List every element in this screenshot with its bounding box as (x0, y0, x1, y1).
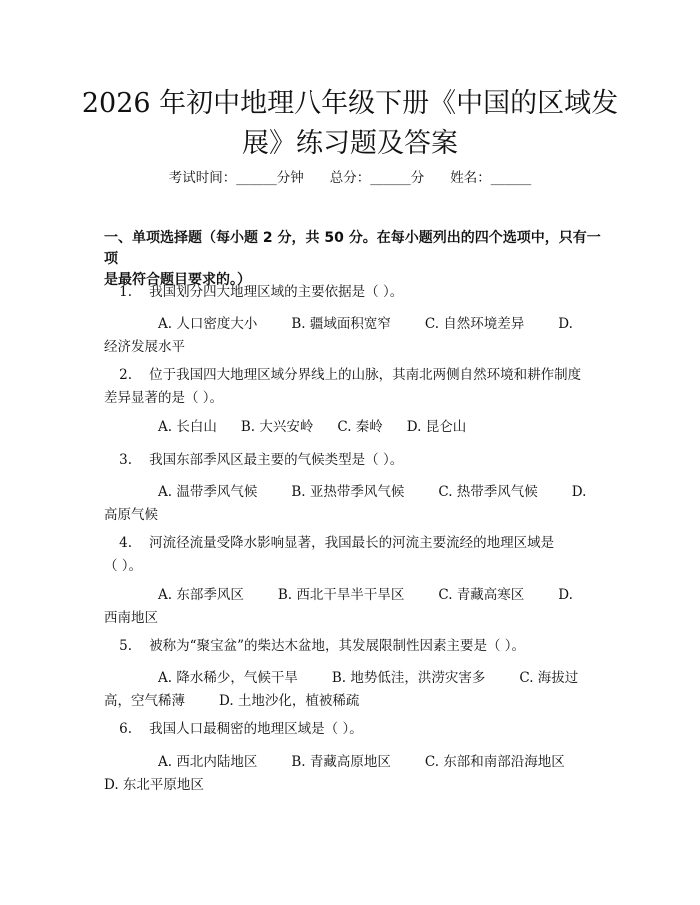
option-c: C. 青藏高寒区 (438, 587, 525, 603)
question-text: 我国划分四大地理区域的主要依据是（ ）。 (149, 284, 404, 300)
option-b: B. 疆域面积宽窄 (291, 316, 391, 332)
option-a: A. 西北内陆地区 (158, 754, 258, 770)
option-b: B. 地势低洼，洪涝灾害多 (331, 670, 486, 686)
exam-time-field: 考试时间：______分钟 (168, 170, 304, 186)
question-6-options (104, 751, 604, 797)
question-5-options (104, 667, 604, 713)
section-heading-line-2: 是最符合题目要求的。） (104, 272, 251, 288)
question-5-stem (104, 635, 604, 658)
option-d-text: 西南地区 (104, 610, 158, 626)
title-line-1: 2026 年初中地理八年级下册《中国的区域发 (81, 88, 619, 119)
student-name-field: 姓名：______ (450, 170, 532, 186)
option-b: B. 青藏高原地区 (291, 754, 391, 770)
option-d-text: 经济发展水平 (104, 339, 185, 355)
option-d-label: D. (558, 316, 573, 332)
question-text-line-2: （ ）。 (104, 558, 143, 574)
section-heading-line-1: 一、单项选择题（每小题 2 分，共 50 分。在每小题列出的四个选项中，只有一项 (104, 230, 601, 267)
title-line-2: 展》练习题及答案 (242, 128, 458, 159)
option-d: D. 土地沙化，植被稀疏 (219, 693, 360, 709)
option-c-head: C. 海拔过 (519, 670, 579, 686)
option-b: B. 西北干旱半干旱区 (277, 587, 405, 603)
option-a: A. 长白山 (158, 419, 217, 435)
option-d-label: D. (558, 587, 573, 603)
option-c: C. 东部和南部沿海地区 (424, 754, 565, 770)
option-b: B. 大兴安岭 (240, 419, 314, 435)
question-number: 5. (119, 638, 132, 654)
option-a: A. 温带季风气候 (158, 484, 258, 500)
question-4-options (104, 584, 604, 630)
question-number: 1. (119, 284, 132, 300)
option-c: C. 自然环境差异 (424, 316, 525, 332)
option-c: C. 热带季风气候 (438, 484, 538, 500)
option-a: A. 降水稀少，气候干旱 (158, 670, 298, 686)
question-2-options (104, 416, 604, 439)
question-3-stem (104, 449, 604, 472)
question-1-options (104, 313, 604, 359)
option-c: C. 秦岭 (337, 419, 383, 435)
question-number: 2. (119, 367, 132, 383)
total-score-field: 总分：______分 (329, 170, 425, 186)
option-d-label: D. (571, 484, 587, 500)
page-title (60, 84, 640, 164)
option-a: A. 人口密度大小 (158, 316, 258, 332)
question-4-stem (104, 532, 604, 578)
option-b: B. 亚热带季风气候 (291, 484, 405, 500)
question-1-stem (104, 281, 604, 304)
question-text-line-1: 河流径流量受降水影响显著，我国最长的河流主要流经的地理区域是 (149, 535, 555, 551)
option-d-text: 高原气候 (104, 507, 158, 523)
option-c-tail: 高，空气稀薄 (104, 693, 185, 709)
question-2-stem (104, 364, 604, 410)
option-d: D. 东北平原地区 (104, 777, 204, 793)
question-number: 3. (119, 452, 132, 468)
question-text: 我国人口最稠密的地理区域是（ ）。 (149, 721, 363, 737)
option-a: A. 东部季风区 (158, 587, 244, 603)
option-d: D. 昆仑山 (406, 419, 467, 435)
exam-meta (0, 167, 700, 189)
question-text: 我国东部季风区最主要的气候类型是（ ）。 (149, 452, 404, 468)
question-number: 4. (119, 535, 132, 551)
question-text: 被称为“聚宝盆”的柴达木盆地，其发展限制性因素主要是（ ）。 (149, 638, 526, 654)
question-number: 6. (119, 721, 132, 737)
question-text-line-1: 位于我国四大地理区域分界线上的山脉，其南北两侧自然环境和耕作制度 (149, 367, 582, 383)
question-text-line-2: 差异显著的是（ ）。 (104, 390, 224, 406)
question-6-stem (104, 718, 604, 741)
question-3-options (104, 481, 604, 527)
